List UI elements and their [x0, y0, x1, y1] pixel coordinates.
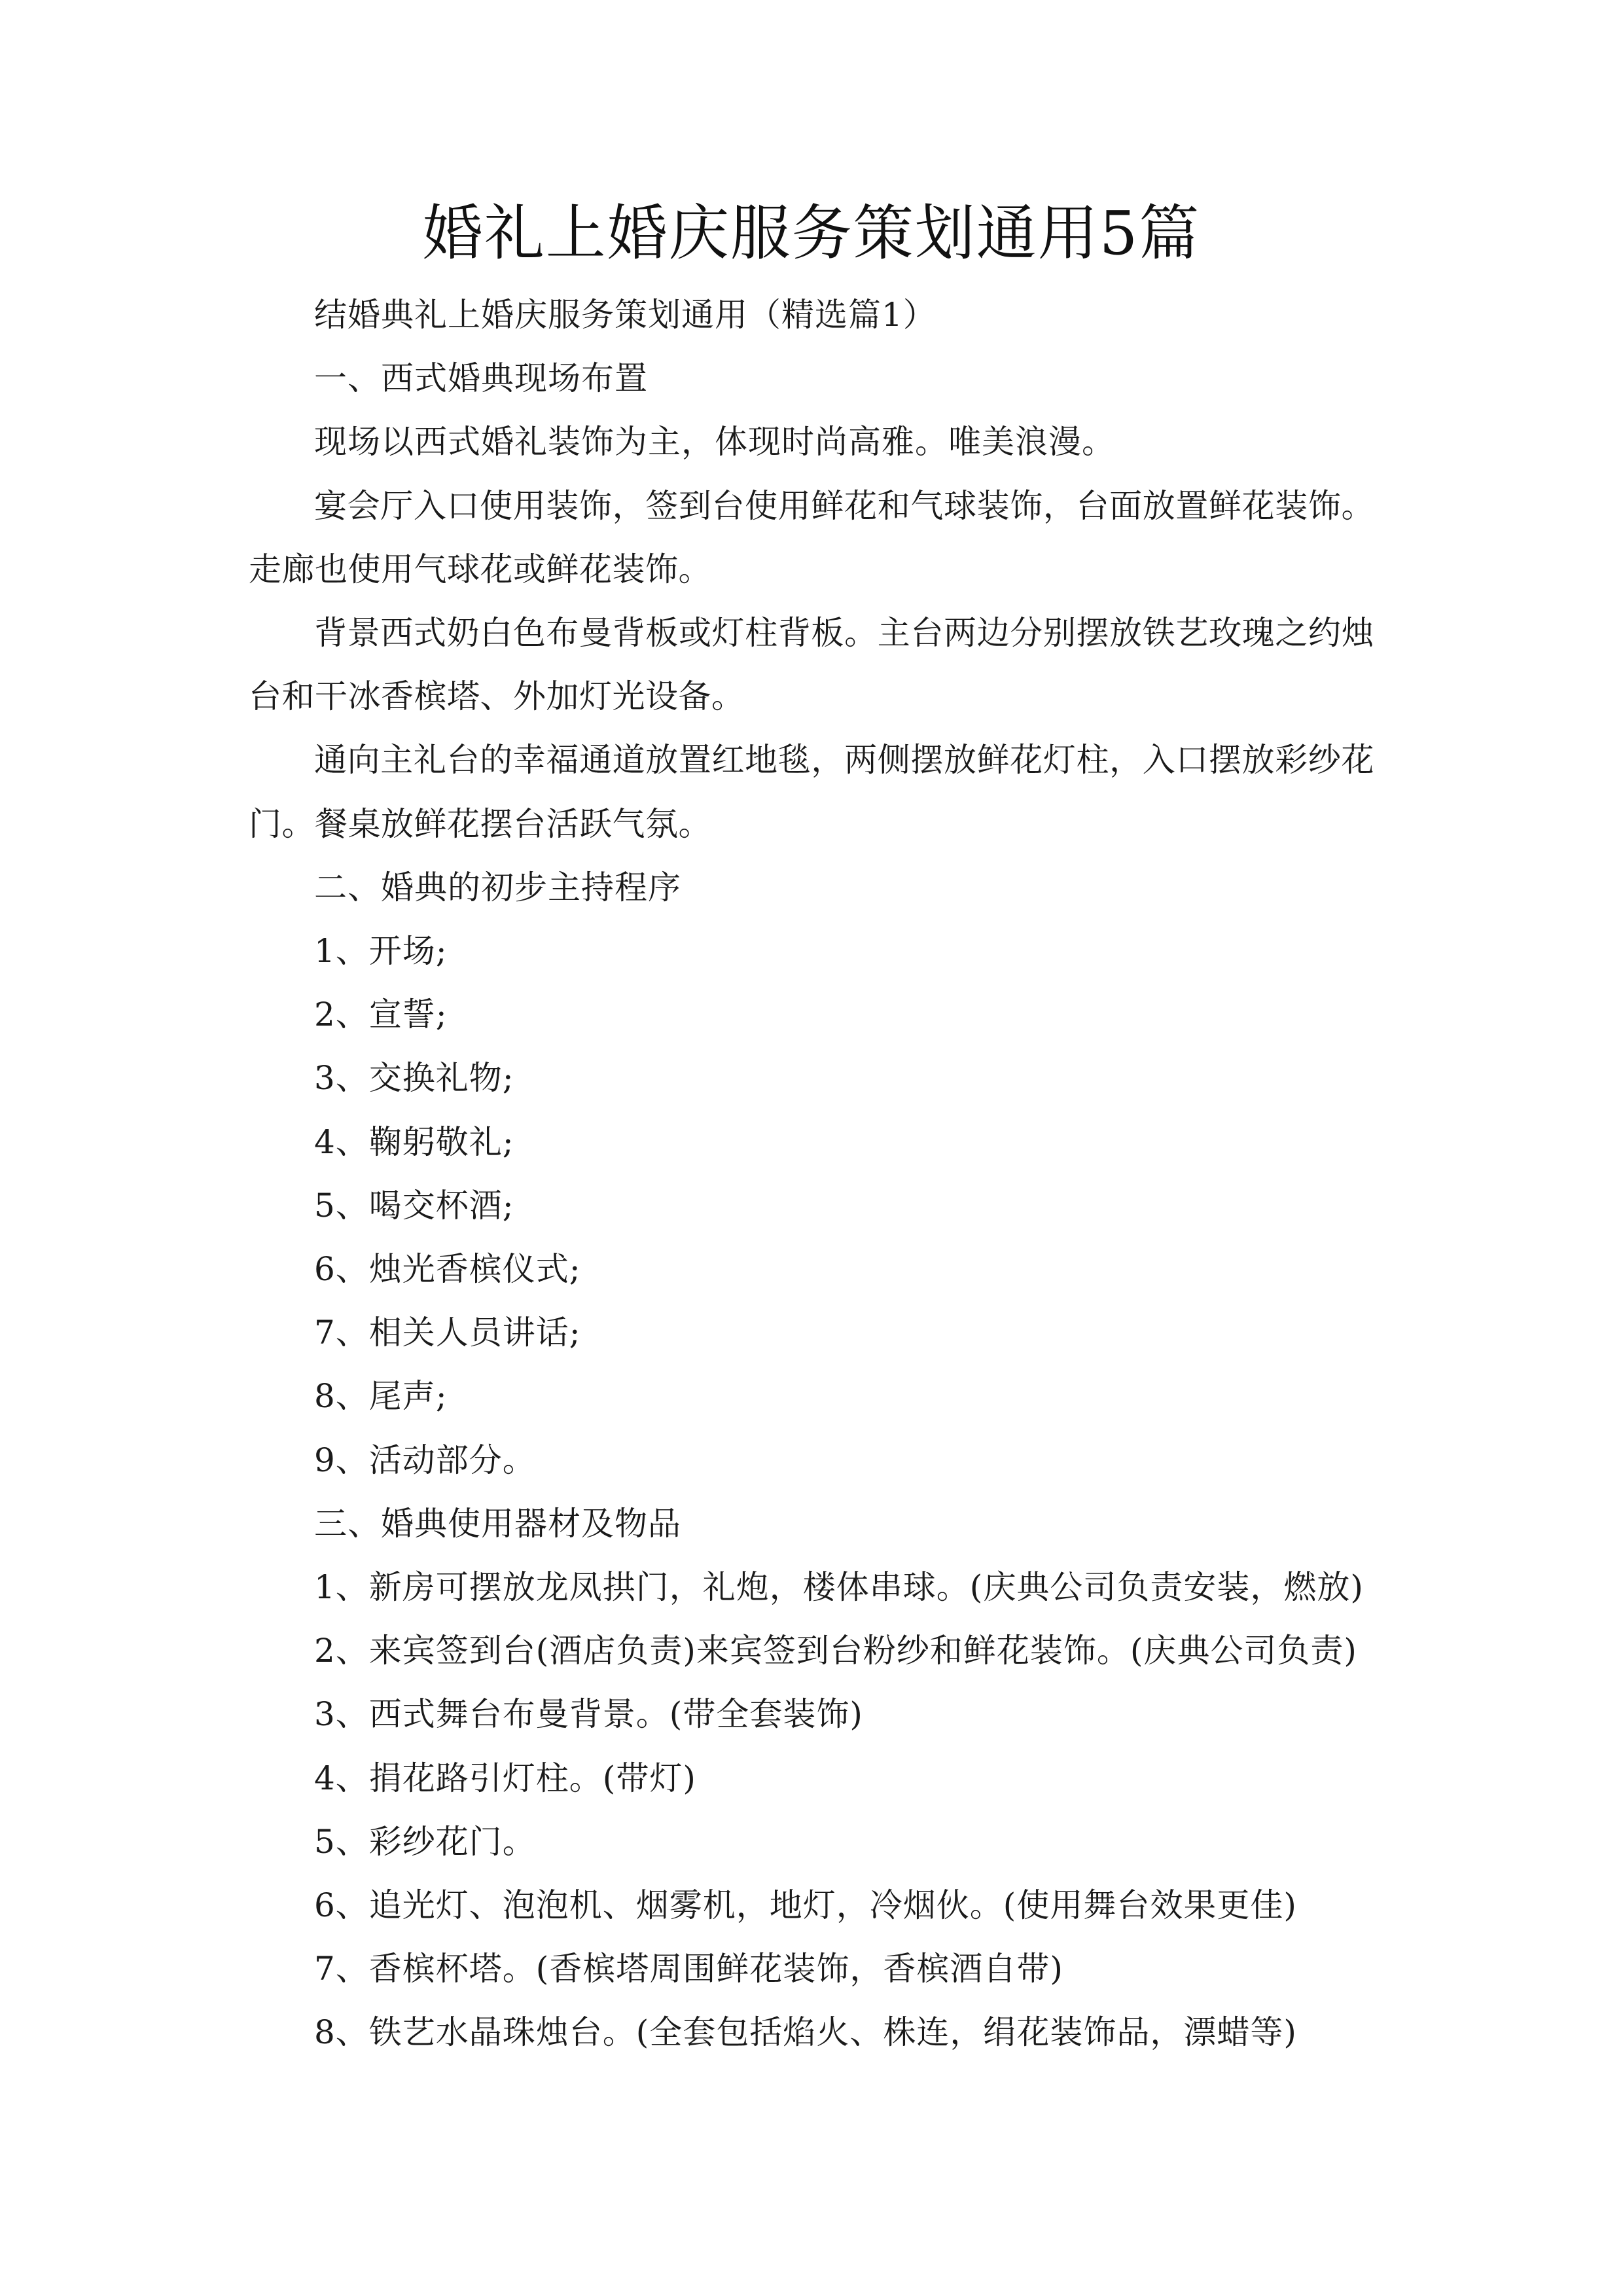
list-item: 2、宣誓;: [314, 996, 448, 1034]
section-heading-part1: 结婚典礼上婚庆服务策划通用（精选篇1）: [314, 296, 936, 334]
list-item: 5、彩纱花门。: [314, 1822, 536, 1861]
list-item: 1、开场;: [314, 932, 448, 971]
list-item: 4、鞠躬敬礼;: [314, 1122, 514, 1161]
list-item: 4、捐花路引灯柱。(带灯): [314, 1759, 696, 1797]
section-heading: 一、西式婚典现场布置: [314, 359, 648, 398]
list-item: 5、喝交杯酒;: [314, 1186, 514, 1225]
paragraph: 背景西式奶白色布曼背板或灯柱背板。主台两边分别摆放铁艺玫瑰之约烛台和干冰香槟塔、外加灯光设备。: [249, 614, 1374, 716]
list-item: 7、相关人员讲话;: [314, 1314, 581, 1352]
document-title: 婚礼上婚庆服务策划通用5篇: [422, 198, 1201, 268]
list-item: 3、交换礼物;: [314, 1059, 514, 1098]
list-item: 6、烛光香槟仪式;: [314, 1250, 581, 1289]
paragraph: 通向主礼台的幸福通道放置红地毯，两侧摆放鲜花灯柱，入口摆放彩纱花门。餐桌放鲜花摆台活跃气氛。: [249, 741, 1374, 843]
list-item: 7、香槟杯塔。(香槟塔周围鲜花装饰，香槟酒自带): [314, 1950, 1063, 1988]
paragraph: 宴会厅入口使用装饰，签到台使用鲜花和气球装饰，台面放置鲜花装饰。走廊也使用气球花或鲜花装饰。: [249, 486, 1374, 588]
list-item: 6、追光灯、泡泡机、烟雾机，地灯，冷烟伙。(使用舞台效果更佳): [314, 1886, 1297, 1925]
list-item: 1、新房可摆放龙凤拱门，礼炮，楼体串球。(庆典公司负责安装，燃放): [314, 1568, 1364, 1607]
section-heading: 二、婚典的初步主持程序: [314, 868, 681, 906]
list-item: 9、活动部分。: [314, 1441, 536, 1479]
list-item: 8、尾声;: [314, 1377, 448, 1416]
document-body: [249, 283, 1374, 2065]
list-item: 8、铁艺水晶珠烛台。(全套包括焰火、株连，绢花装饰品，漂蜡等): [314, 2013, 1297, 2052]
paragraph: 现场以西式婚礼装饰为主，体现时尚高雅。唯美浪漫。: [314, 423, 1115, 461]
section-heading: 三、婚典使用器材及物品: [314, 1504, 681, 1543]
list-item: 2、来宾签到台(酒店负责)来宾签到台粉纱和鲜花装饰。(庆典公司负责): [314, 1632, 1357, 1670]
list-item: 3、西式舞台布曼背景。(带全套装饰): [314, 1695, 863, 1734]
